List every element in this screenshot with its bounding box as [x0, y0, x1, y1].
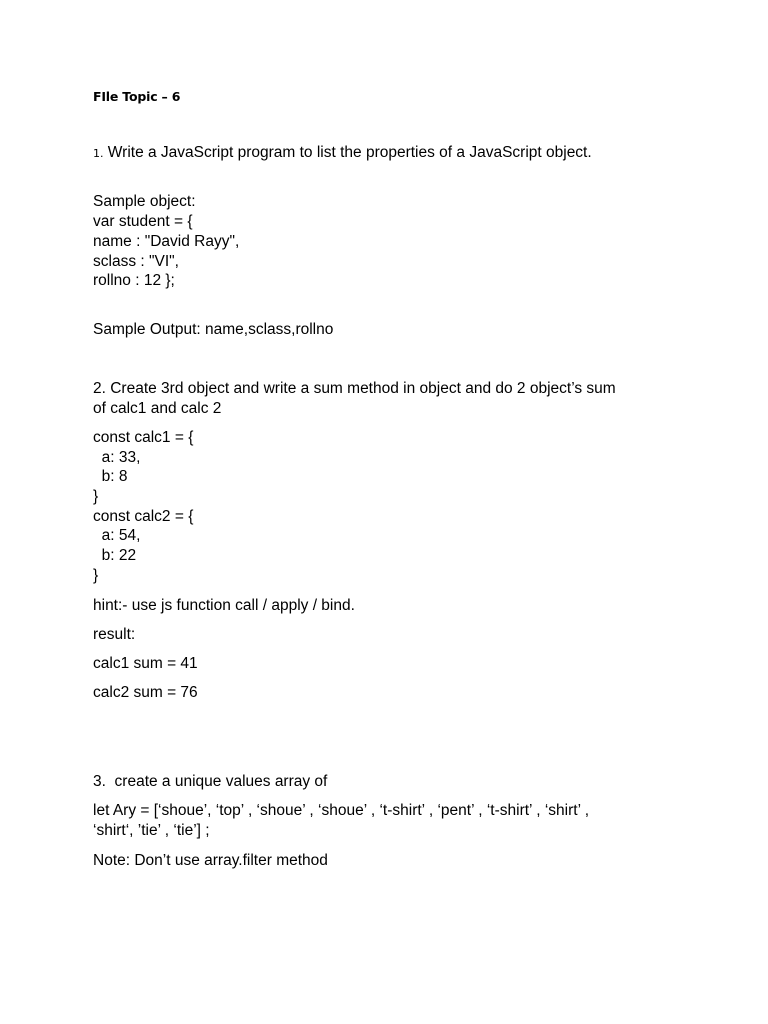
code-line: rollno : 12 }; [93, 272, 175, 289]
document-title: FIle Topic – 6 [93, 89, 181, 104]
sample-object-label: Sample object: [93, 193, 196, 210]
question-2-prompt-continued: of calc1 and calc 2 [93, 400, 222, 417]
code-line: var student = { [93, 213, 193, 230]
question-1-prompt [93, 143, 592, 164]
question-1-text: Write a JavaScript program to list the properties of a JavaScript object. [103, 144, 592, 161]
result-calc1: calc1 sum = 41 [93, 655, 198, 672]
array-definition-continued: ‘shirt‘, ’tie’ , ‘tie’] ; [93, 822, 210, 839]
code-line: a: 54, [93, 527, 141, 544]
sample-output: Sample Output: name,sclass,rollno [93, 321, 334, 338]
code-line: const calc1 = { [93, 429, 194, 446]
array-definition: let Ary = [‘shoue’, ‘top’ , ‘shoue’ , ‘shoue’ , ‘t-shirt’ , ‘pent’ , ‘t-shirt’ , ‘shirt’ , [93, 802, 590, 819]
code-line: b: 8 [93, 468, 128, 485]
code-line: sclass : "VI", [93, 253, 179, 270]
code-line: } [93, 567, 99, 584]
hint-text: hint:- use js function call / apply / bind. [93, 597, 355, 614]
code-line: name : "David Rayy", [93, 233, 240, 250]
code-line: const calc2 = { [93, 508, 194, 525]
result-label: result: [93, 626, 136, 643]
code-line: b: 22 [93, 547, 137, 564]
question-1-number: 1. [93, 147, 104, 160]
question-3-prompt: 3. create a unique values array of [93, 773, 328, 790]
code-line: } [93, 488, 99, 505]
question-2-prompt: 2. Create 3rd object and write a sum method in object and do 2 object’s sum [93, 380, 616, 397]
code-line: a: 33, [93, 449, 141, 466]
note-text: Note: Don’t use array.filter method [93, 852, 328, 869]
result-calc2: calc2 sum = 76 [93, 684, 198, 701]
